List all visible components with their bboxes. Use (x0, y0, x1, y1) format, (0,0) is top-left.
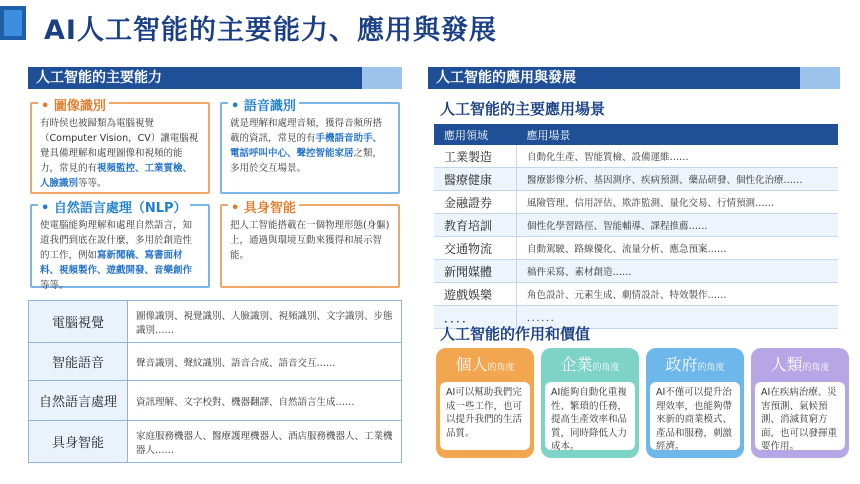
app-field: 遊戲娛樂 (434, 283, 517, 306)
app-scene: 角色設計、元素生成、劇情設計、特效製作…… (517, 283, 839, 306)
app-field: 醫療健康 (434, 168, 517, 191)
page-title: AI人工智能的主要能力、應用與發展 (44, 15, 497, 46)
app-scene: 稿件采寫、素材創造…… (517, 260, 839, 283)
table-row (29, 421, 402, 463)
app-field: 新聞媒體 (434, 260, 517, 283)
capability-text: 有時侯也被歸類為電腦視覺（Computer Vision，CV）讓電腦視覺具備理解和處理圖像和視頻的能力，常見的有視頻監控、工業質檢、人臉識別等等。 (40, 118, 199, 189)
app-scene: 自動化生產、智能質檢、設備運維…… (517, 145, 839, 168)
header-tail-decoration (800, 67, 840, 89)
table-row (434, 214, 838, 237)
capability-image-recognition (30, 99, 210, 194)
table-row-desc: 聲音識別、聲紋識別、語音合成、語音交互…… (128, 343, 402, 381)
value-card-text: AI可以幫助我們完成一些工作，也可以提升我們的生活品質。 (440, 382, 530, 450)
header-tail-decoration (362, 67, 402, 89)
capability-text: 使電腦能夠理解和處理自然語言，知道我們到底在說什麼，多用於創造性的工作，例如寫新聞稿、寫書面材料、視頻製作、遊戲開發、音樂創作等等。 (40, 220, 193, 291)
app-field: 教育培訓 (434, 214, 517, 237)
column-header-field: 應用領域 (434, 124, 517, 145)
value-card-heading: 企業的角度 (560, 355, 620, 374)
value-card-heading: 個人的角度 (455, 355, 515, 374)
table-row-label: 具身智能 (29, 421, 128, 463)
app-scene: 風險管理、信用評估、欺詐監測、量化交易、行情預測…… (517, 191, 839, 214)
table-row (29, 301, 402, 343)
app-scene: ．．．．．． (517, 306, 839, 329)
capability-title: • 語音識別 (228, 95, 299, 114)
table-row (434, 283, 838, 306)
table-row-desc: 資訊理解、文字校對、機器翻譯、自然語言生成…… (128, 381, 402, 421)
value-card-government (646, 348, 744, 458)
value-card-heading: 政府的角度 (665, 355, 725, 374)
capability-summary-table (28, 300, 402, 463)
value-card-heading: 人類的角度 (770, 355, 830, 374)
app-field: ．．．． (434, 306, 517, 329)
capability-title: • 圖像識別 (38, 95, 109, 114)
title-accent-bar-inner (4, 10, 22, 36)
capability-text: 就是理解和處理音頻，獲得音頻所搭載的資訊，常見的有手機語音助手、電話呼叫中心、聲控智能家居之類，多用於交互場景。 (230, 118, 383, 174)
right-section-title: 人工智能的應用與發展 (436, 70, 576, 86)
value-card-text: AI在疾病治療、災害預測、氣候預測、消滅貧窮方面，也可以發揮重要作用。 (755, 382, 845, 450)
table-row (434, 145, 838, 168)
value-card-text: AI不僅可以提升治理效率，也能夠帶來新的商業模式、產品和服務，刺激經濟。 (650, 382, 740, 450)
left-section-header (28, 67, 400, 89)
table-row-label: 智能語音 (29, 343, 128, 381)
capability-title: • 自然語言處理（NLP） (38, 197, 190, 216)
table-row-desc: 家庭服務機器人、醫療護理機器人、酒店服務機器人、工業機器人…… (128, 421, 402, 463)
table-row (29, 381, 402, 421)
app-scene: 自動駕駛、路線優化、流量分析、應急預案…… (517, 237, 839, 260)
table-row (434, 191, 838, 214)
table-row (434, 168, 838, 191)
capability-speech-recognition (220, 99, 400, 194)
app-scene: 個性化學習路徑、智能輔導、課程推薦…… (517, 214, 839, 237)
capability-nlp (30, 201, 210, 291)
table-row (434, 260, 838, 283)
value-card-text: AI能夠自動化重複性、繁瑣的任務，提高生產效率和品質，同時降低人力成本。 (545, 382, 635, 450)
value-card-individual (436, 348, 534, 458)
capability-embodied-ai (220, 201, 400, 288)
value-card-enterprise (541, 348, 639, 458)
table-row-label: 電腦視覺 (29, 301, 128, 343)
applications-table (434, 124, 838, 329)
column-header-scene: 應用場景 (517, 124, 839, 145)
values-title: 人工智能的作用和價值 (440, 325, 591, 343)
applications-title: 人工智能的主要應用場景 (440, 100, 606, 118)
table-row-label: 自然語言處理 (29, 381, 128, 421)
app-field: 金融證券 (434, 191, 517, 214)
table-header-row (434, 124, 838, 145)
table-row (29, 343, 402, 381)
capability-text: 把人工智能搭載在一個物理形態(身軀)上，通過與環境互動來獲得和展示智能。 (230, 220, 390, 261)
app-scene: 醫療影像分析、基因測序、疾病預測、藥品研發、個性化治療…… (517, 168, 839, 191)
table-row (434, 237, 838, 260)
value-card-humanity (751, 348, 849, 458)
table-row-desc: 圖像識別、視覺識別、人臉識別、視頻識別、文字識別、步態識別…… (128, 301, 402, 343)
capability-title: • 具身智能 (228, 197, 299, 216)
app-field: 交通物流 (434, 237, 517, 260)
left-section-title: 人工智能的主要能力 (36, 70, 162, 86)
app-field: 工業製造 (434, 145, 517, 168)
right-section-header (428, 67, 838, 89)
